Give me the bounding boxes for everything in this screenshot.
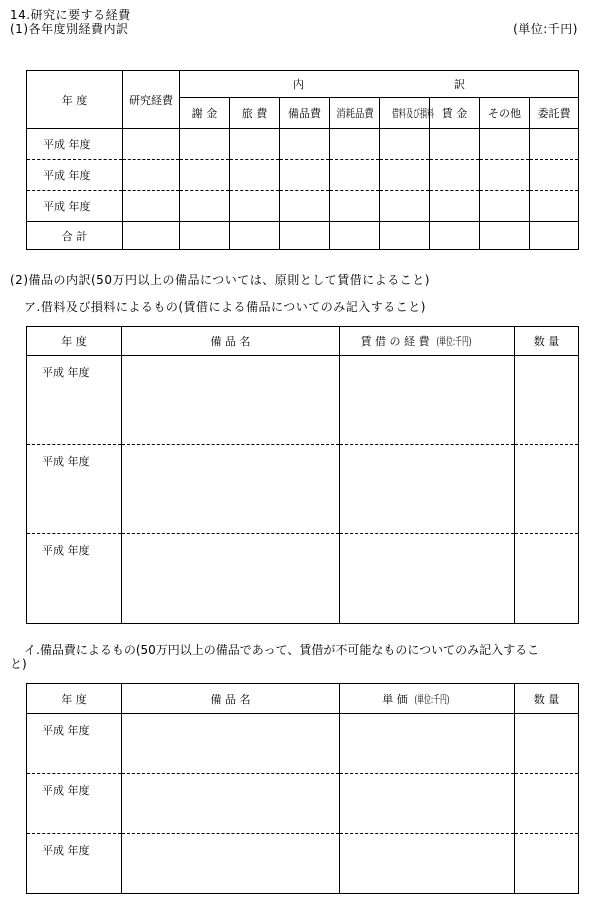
breakdown-header — [180, 71, 579, 98]
year-row-label: 平成 年度 — [27, 445, 122, 534]
empty-cell — [530, 129, 579, 160]
empty-cell — [530, 160, 579, 191]
empty-cell — [530, 222, 579, 250]
col-item-name-header: 備 品 名 — [122, 327, 340, 356]
empty-cell — [515, 534, 579, 624]
empty-cell — [230, 191, 280, 222]
empty-cell — [340, 445, 515, 534]
empty-cell — [280, 191, 330, 222]
subcol-header-consumables: 消耗品費 — [330, 98, 380, 129]
year-row-label: 平成 年度 — [27, 714, 122, 774]
empty-cell — [123, 222, 180, 250]
empty-cell — [330, 129, 380, 160]
subcol-header-consignment: 委託費 — [530, 98, 579, 129]
breakdown-header-left: 内 — [293, 78, 304, 91]
empty-cell — [122, 714, 340, 774]
col-quantity-header: 数 量 — [515, 684, 579, 714]
empty-cell — [280, 160, 330, 191]
year-row-label: 平成 年度 — [27, 356, 122, 445]
subsection-1-heading: (1)各年度別経費内訳 — [10, 22, 129, 36]
empty-cell — [123, 191, 180, 222]
unit-note: (単位:千円) — [414, 692, 450, 706]
empty-cell — [515, 774, 579, 834]
empty-cell — [340, 714, 515, 774]
subsection-2b-heading — [10, 643, 595, 671]
purchase-equipment-table — [26, 683, 579, 894]
unit-note: (単位:千円) — [513, 22, 578, 36]
empty-cell — [122, 534, 340, 624]
empty-cell — [230, 160, 280, 191]
empty-cell — [480, 191, 530, 222]
empty-cell — [180, 222, 230, 250]
empty-cell — [515, 714, 579, 774]
empty-cell — [380, 129, 430, 160]
subcol-header-honoraria: 謝 金 — [180, 98, 230, 129]
year-row-label: 平成 年度 — [27, 774, 122, 834]
subsection-2b-line2: と) — [10, 657, 27, 671]
empty-cell — [122, 834, 340, 894]
empty-cell — [340, 356, 515, 445]
empty-cell — [340, 774, 515, 834]
year-row-label: 平成 年度 — [27, 534, 122, 624]
form-section-title: 14.研究に要する経費 — [10, 8, 131, 22]
empty-cell — [430, 191, 480, 222]
empty-cell — [515, 834, 579, 894]
annual-expense-table — [26, 70, 579, 250]
empty-cell — [530, 191, 579, 222]
empty-cell — [122, 445, 340, 534]
col-year-header: 年 度 — [27, 71, 123, 129]
empty-cell — [123, 129, 180, 160]
empty-cell — [280, 222, 330, 250]
col-rental-expense-header: 賃 借 の 経 費 (単位:千円) — [340, 327, 515, 356]
empty-cell — [280, 129, 330, 160]
empty-cell — [480, 222, 530, 250]
empty-cell — [180, 129, 230, 160]
empty-cell — [340, 534, 515, 624]
unit-note: (単位:千円) — [436, 335, 471, 348]
empty-cell — [330, 222, 380, 250]
empty-cell — [180, 160, 230, 191]
empty-cell — [380, 191, 430, 222]
empty-cell — [122, 356, 340, 445]
empty-cell — [380, 160, 430, 191]
empty-cell — [480, 129, 530, 160]
year-row-label: 平成 年度 — [27, 160, 123, 191]
col-unit-price-header: 単 価 (単位:千円) — [340, 684, 515, 714]
subcol-header-wages: 賃 金 — [430, 98, 480, 129]
total-row-label: 合 計 — [27, 222, 123, 250]
subcol-header-equipment: 備品費 — [280, 98, 330, 129]
subcol-header-rental-fees: 借料及び損料 — [380, 98, 430, 129]
year-row-label: 平成 年度 — [27, 129, 123, 160]
breakdown-header-right: 訳 — [454, 78, 465, 91]
empty-cell — [430, 222, 480, 250]
empty-cell — [430, 160, 480, 191]
col-year-header: 年 度 — [27, 327, 122, 356]
empty-cell — [123, 160, 180, 191]
rental-equipment-table — [26, 326, 579, 624]
year-row-label: 平成 年度 — [27, 834, 122, 894]
empty-cell — [380, 222, 430, 250]
subsection-2-heading: (2)備品の内訳(50万円以上の備品については、原則として賃借によること) — [10, 273, 430, 287]
empty-cell — [180, 191, 230, 222]
subsection-2b-line1: イ.備品費によるもの(50万円以上の備品であって、賃借が不可能なものについてのみ記入するこ — [24, 643, 540, 657]
col-year-header: 年 度 — [27, 684, 122, 714]
empty-cell — [122, 774, 340, 834]
empty-cell — [340, 834, 515, 894]
subcol-header-travel: 旅 費 — [230, 98, 280, 129]
empty-cell — [230, 222, 280, 250]
subcol-header-other: その他 — [480, 98, 530, 129]
empty-cell — [480, 160, 530, 191]
col-research-expense-header: 研究経費 — [123, 71, 180, 129]
empty-cell — [515, 445, 579, 534]
empty-cell — [515, 356, 579, 445]
subsection-2a-heading: ア.借料及び損料によるもの(賃借による備品についてのみ記入すること) — [24, 300, 426, 314]
empty-cell — [330, 191, 380, 222]
col-quantity-header: 数 量 — [515, 327, 579, 356]
empty-cell — [230, 129, 280, 160]
empty-cell — [430, 129, 480, 160]
year-row-label: 平成 年度 — [27, 191, 123, 222]
col-item-name-header: 備 品 名 — [122, 684, 340, 714]
empty-cell — [330, 160, 380, 191]
